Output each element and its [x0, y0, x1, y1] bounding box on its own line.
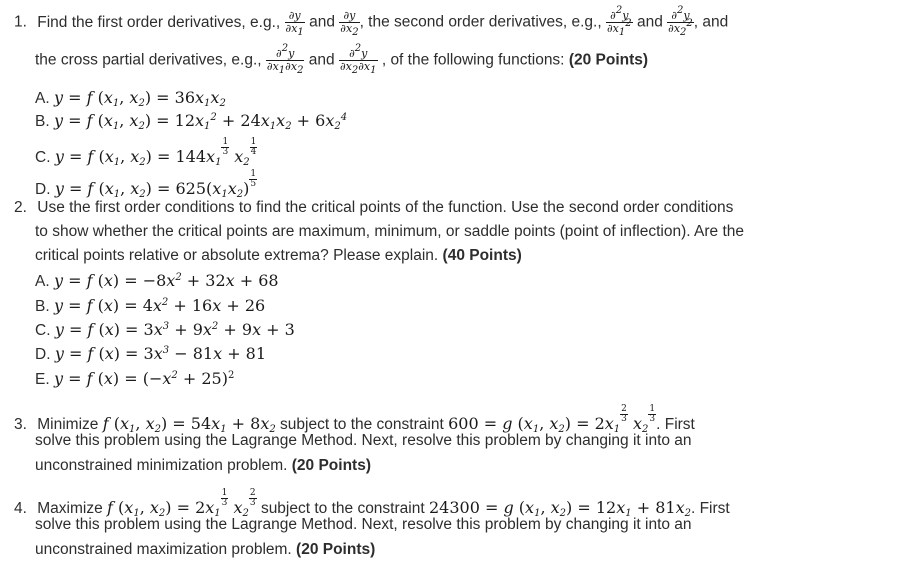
q1-points: (20 Points): [568, 51, 649, 69]
q1-part-b: [35, 111, 347, 131]
q4-line3: [35, 541, 375, 559]
q3-constraint: 600 = g ($x_1$, $x_2) = 2x_1$ $\frac{2}{3}$ $x_2$ $\frac{1}{3}$: [448, 404, 656, 435]
d2y-dx1sq: $\frac{\partial^2y}{\partial x_1^2}$: [606, 5, 632, 38]
q3-first: . First: [656, 416, 695, 433]
q4-line2: [35, 516, 692, 534]
q2-part-e-expr: y = f $(x) = (-x^2 + 25)^2$: [53, 369, 235, 388]
q2-line3: [35, 247, 522, 265]
d2y-dx2sq: $\frac{\partial^2y}{\partial x_2^2}$: [668, 5, 693, 38]
q1-part-d-label: D.: [35, 181, 51, 198]
q4-number: 4.: [14, 500, 27, 517]
q1-number: 1.: [14, 13, 27, 31]
q1-part-c-expr: y = f ($x_1$, $x_2) = 144x_1$ $\frac{1}{3}$ $x_2$ $\frac{1}{4}$: [54, 137, 257, 168]
dy-dx2: $\frac{\partial y}{\partial x_2}$: [340, 9, 359, 38]
q3-number: 3.: [14, 416, 27, 433]
q3-points: (20 Points): [291, 457, 371, 474]
q2-part-d-label: D.: [35, 346, 51, 363]
q3-minimize: Minimize: [37, 416, 99, 433]
q4-points: (20 Points): [296, 541, 376, 558]
q3-text-2: solve this problem using the Lagrange Method. Next, resolve this problem by changing it into an: [35, 432, 692, 449]
q1-part-c-label: C.: [35, 149, 51, 166]
q1-part-c: [35, 138, 257, 167]
q2-part-d: [35, 344, 266, 364]
q4-constraint: 24300 = g ($x_1$, $x_2) = 12x_1 + 81x_2$: [428, 498, 691, 519]
q2-line1: [14, 199, 733, 217]
q3-text-3: unconstrained minimization problem.: [35, 457, 288, 474]
q2-part-a: [35, 271, 279, 291]
q1-part-a-label: A.: [35, 90, 50, 107]
q2-part-b-label: B.: [35, 298, 50, 315]
q1-line2: [35, 43, 649, 76]
q2-points: (40 Points): [442, 247, 522, 264]
q2-text-3: critical points relative or absolute extrema? Please explain.: [35, 247, 439, 264]
d2y-dx2dx1: $\frac{\partial^2y}{\partial x_2\partial x_1}$: [339, 43, 377, 76]
d2y-dx1dx2: $\frac{\partial^2y}{\partial x_1\partial x_2}$: [266, 43, 304, 76]
q1-line1: [14, 5, 729, 38]
q4-text-2: solve this problem using the Lagrange Method. Next, resolve this problem by changing it into an: [35, 516, 692, 533]
q1-second-intro: , the second order derivatives, e.g.,: [359, 13, 602, 31]
q2-text-2: to show whether the critical points are maximum, minimum, or saddle points (point of inflection). Are the: [35, 223, 745, 240]
q1-and-2: and: [636, 13, 663, 31]
q1-part-d-expr: y = f ($x_1$, $x_2) = 625(x_1x_2)$ $\frac{1}{5}$: [54, 169, 257, 200]
q2-line2: [35, 223, 744, 241]
q1-part-a: [35, 88, 226, 108]
q4-subject: subject to the constraint: [260, 500, 425, 517]
q1-part-d: [35, 170, 257, 199]
q4-objective: f ($x_1$, $x_2) = 2x_1$ $\frac{1}{3}$ $x_2$ $\frac{2}{3}$: [107, 488, 256, 519]
q1-intro: Find the first order derivatives, e.g.,: [37, 13, 281, 31]
q2-part-e: [35, 369, 234, 389]
q3-subject: subject to the constraint: [280, 416, 444, 433]
q3-line2: [35, 432, 692, 450]
q2-text-1: Use the first order conditions to find the critical points of the function. Use the second order conditions: [37, 199, 734, 216]
q1-part-b-label: B.: [35, 113, 50, 130]
q1-and-1: and: [309, 13, 335, 31]
q4-maximize: Maximize: [37, 500, 103, 517]
q2-number: 2.: [14, 199, 27, 216]
q1-and-end: , and: [693, 13, 729, 31]
q4-line1: [14, 489, 730, 518]
q1-and-3: and: [308, 51, 335, 69]
dy-dx1: $\frac{\partial y}{\partial x_1}$: [285, 9, 304, 38]
q2-part-c-expr: y = f $(x) = 3x^3 + 9x^2 + 9x + 3$: [54, 320, 295, 339]
q1-part-b-expr: y = f ($x_1$, $x_2) = 12x_1^2 + 24x_1x_2 + 6x_2^4$: [53, 111, 348, 132]
q1-part-a-expr: y = f ($x_1$, $x_2) = 36x_1x_2$: [53, 88, 226, 109]
q4-first: . First: [690, 500, 730, 517]
q3-line1: [14, 405, 695, 434]
q2-part-a-label: A.: [35, 273, 50, 290]
q1-tail: , of the following functions:: [381, 51, 565, 69]
q2-part-d-expr: y = f $(x) = 3x^3 - 81x + 81$: [54, 344, 267, 363]
q1-cross-intro: the cross partial derivatives, e.g.,: [35, 51, 262, 69]
q3-line3: [35, 457, 371, 475]
q2-part-e-label: E.: [35, 371, 50, 388]
q3-objective: f ($x_1$, $x_2) = 54x_1 + 8x_2$: [102, 414, 276, 435]
q2-part-c: [35, 320, 295, 340]
q4-text-3: unconstrained maximization problem.: [35, 541, 292, 558]
q2-part-c-label: C.: [35, 322, 51, 339]
q2-part-b: [35, 296, 265, 316]
q2-part-a-expr: y = f $(x) = -8x^2 + 32x + 68$: [53, 271, 279, 290]
q2-part-b-expr: y = f $(x) = 4x^2 + 16x + 26$: [53, 296, 266, 315]
